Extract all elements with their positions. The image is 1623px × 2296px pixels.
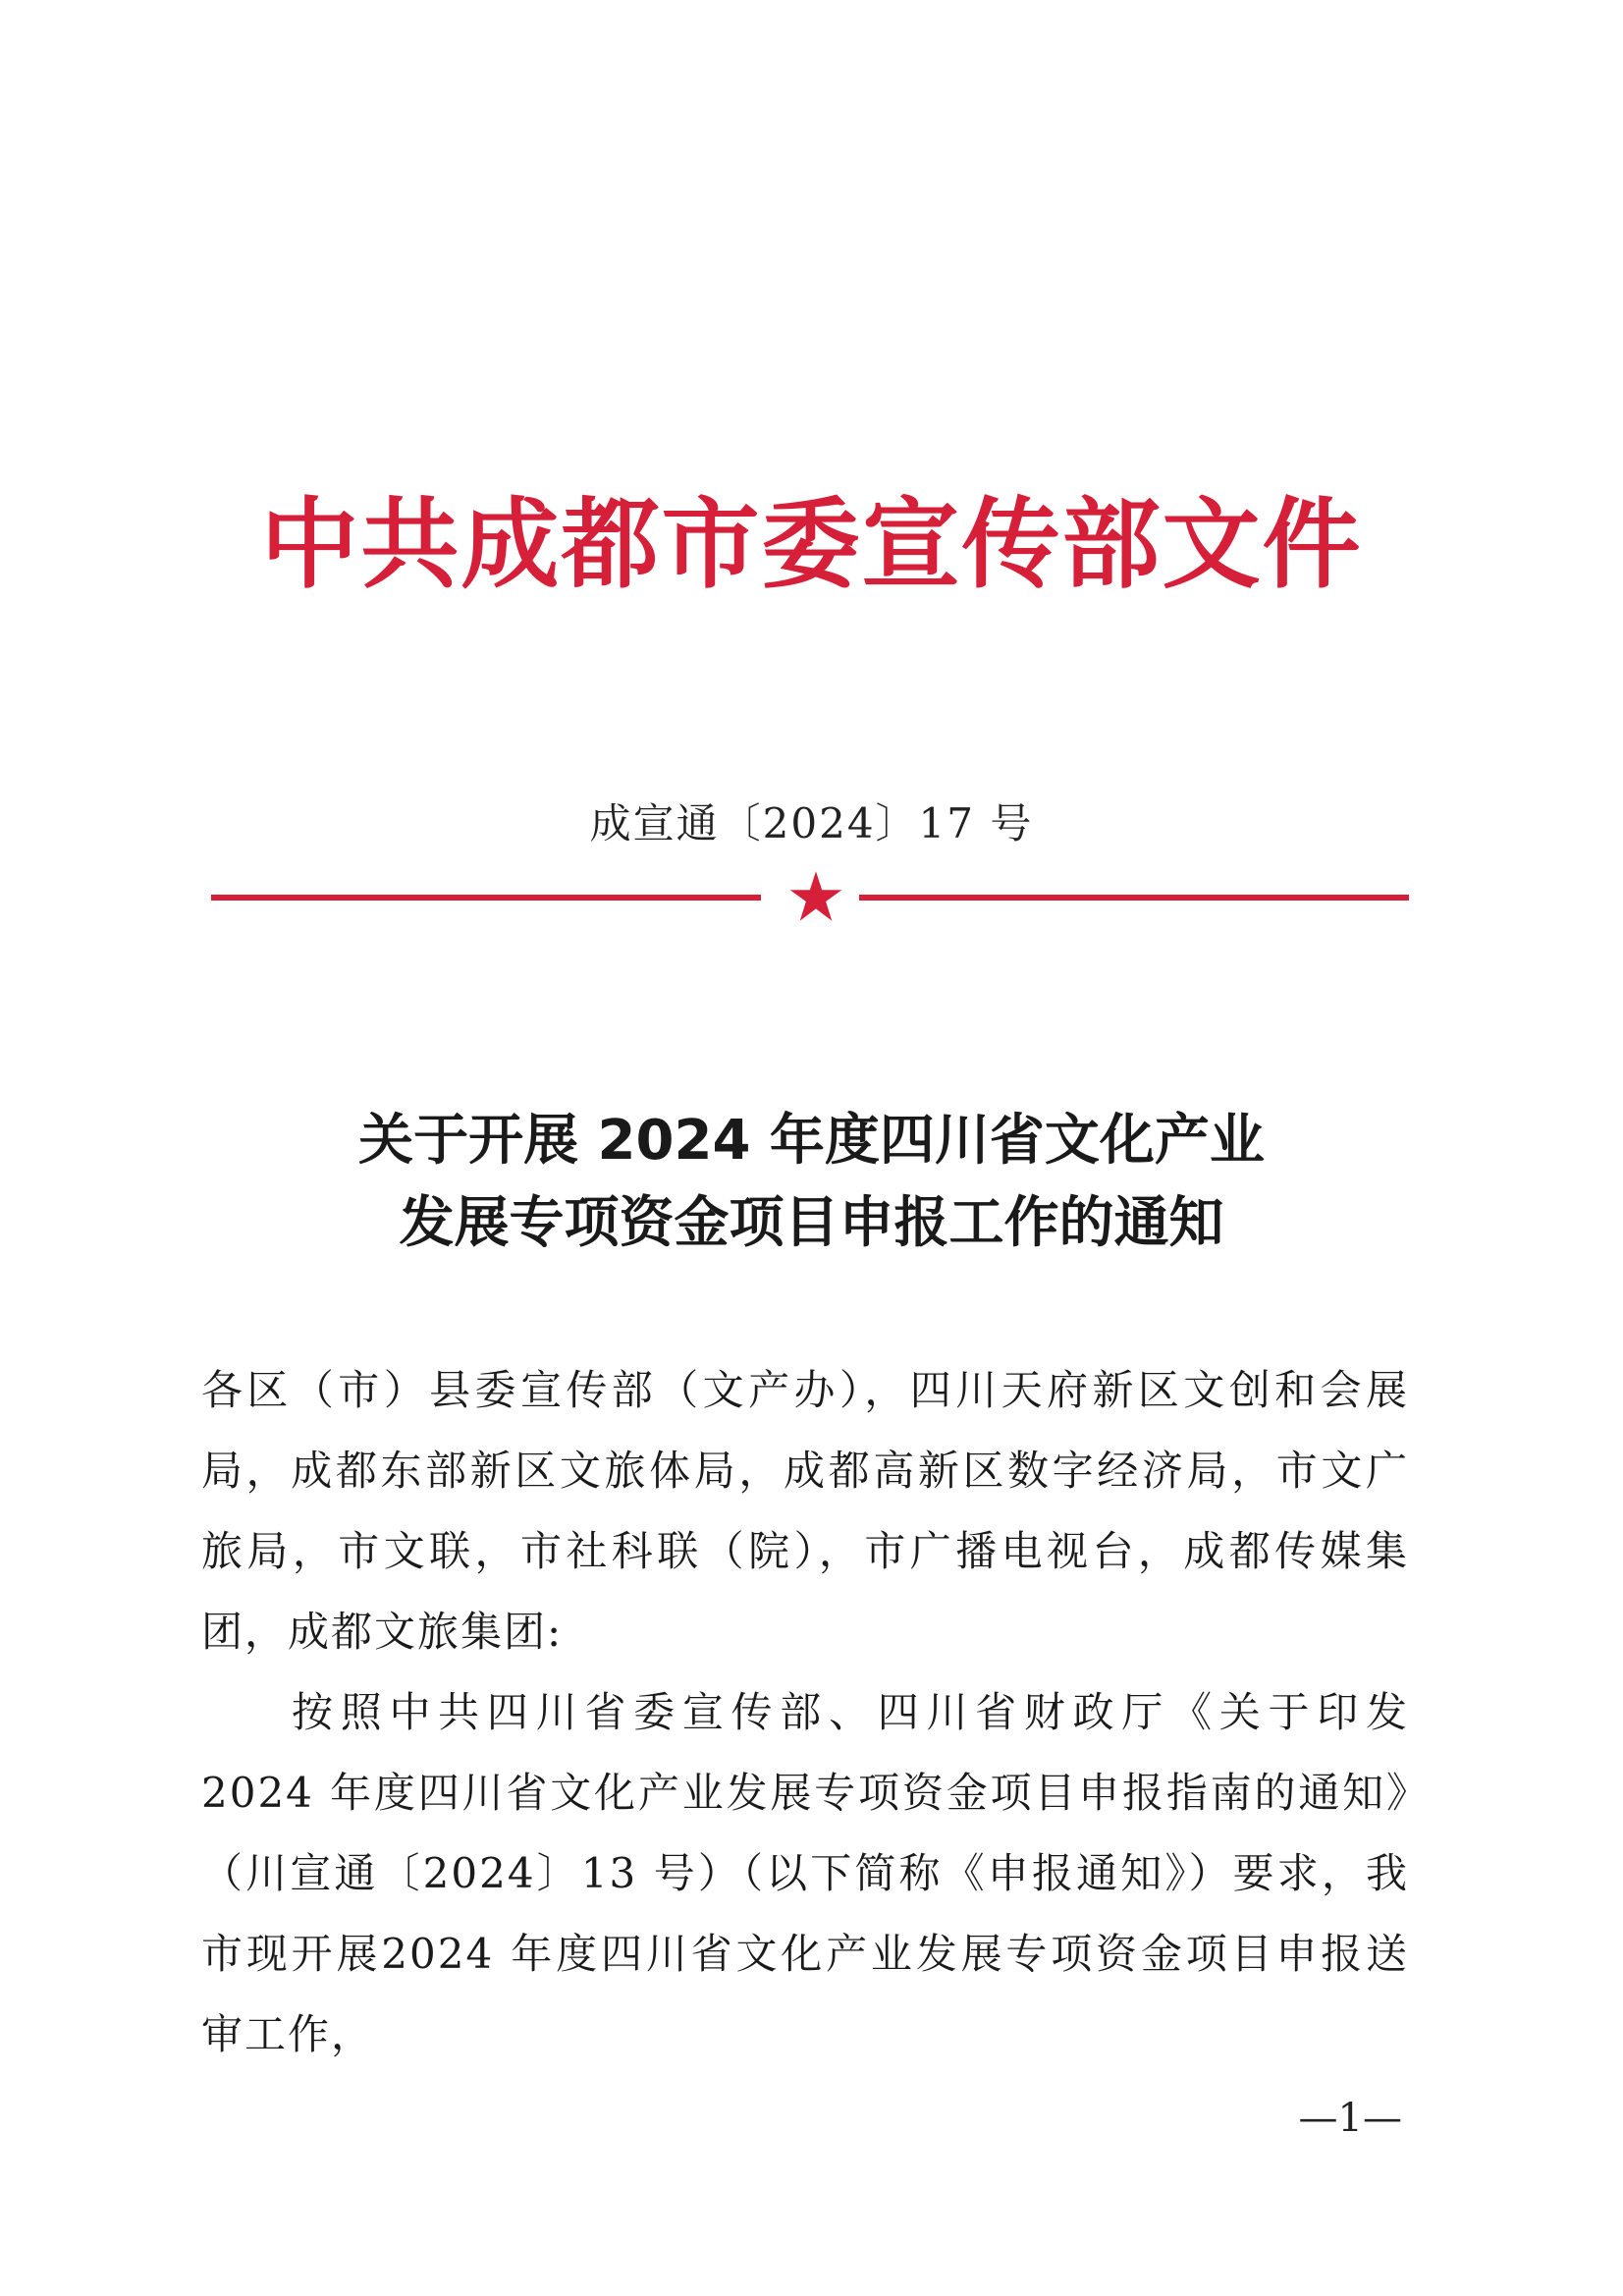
- page-number: —1—: [1298, 2096, 1402, 2141]
- document-number: 成宣通〔2024〕17 号: [589, 799, 1034, 847]
- star-icon: [788, 869, 843, 924]
- title-line-1: 关于开展 2024 年度四川省文化产业: [358, 1109, 1265, 1173]
- body-paragraph: 按照中共四川省委宣传部、四川省财政厅《关于印发 2024 年度四川省文化产业发展专项资金项目申报指南的通知》（川宣通〔2024〕13 号）（以下简称《申报通知》）要求，我市现开展2024 年度四川省文化产业发展专项资金项目申报送审工作，: [201, 1688, 1409, 2058]
- issuing-organization-header: 中共成都市委宣传部文件: [260, 487, 1363, 602]
- title-line-2: 发展专项资金项目申报工作的通知: [399, 1191, 1224, 1255]
- recipients-paragraph: 各区（市）县委宣传部（文产办），四川天府新区文创和会展局，成都东部新区文旅体局，成都高新区数字经济局，市文广旅局，市文联，市社科联（院），市广播电视台，成都传媒集团，成都文旅集团:: [201, 1366, 1409, 1656]
- red-divider: [211, 869, 1409, 928]
- divider-line-left: [211, 895, 761, 901]
- document-body: [201, 1350, 1409, 2075]
- document-title: [0, 1100, 1623, 1265]
- divider-line-right: [859, 895, 1409, 901]
